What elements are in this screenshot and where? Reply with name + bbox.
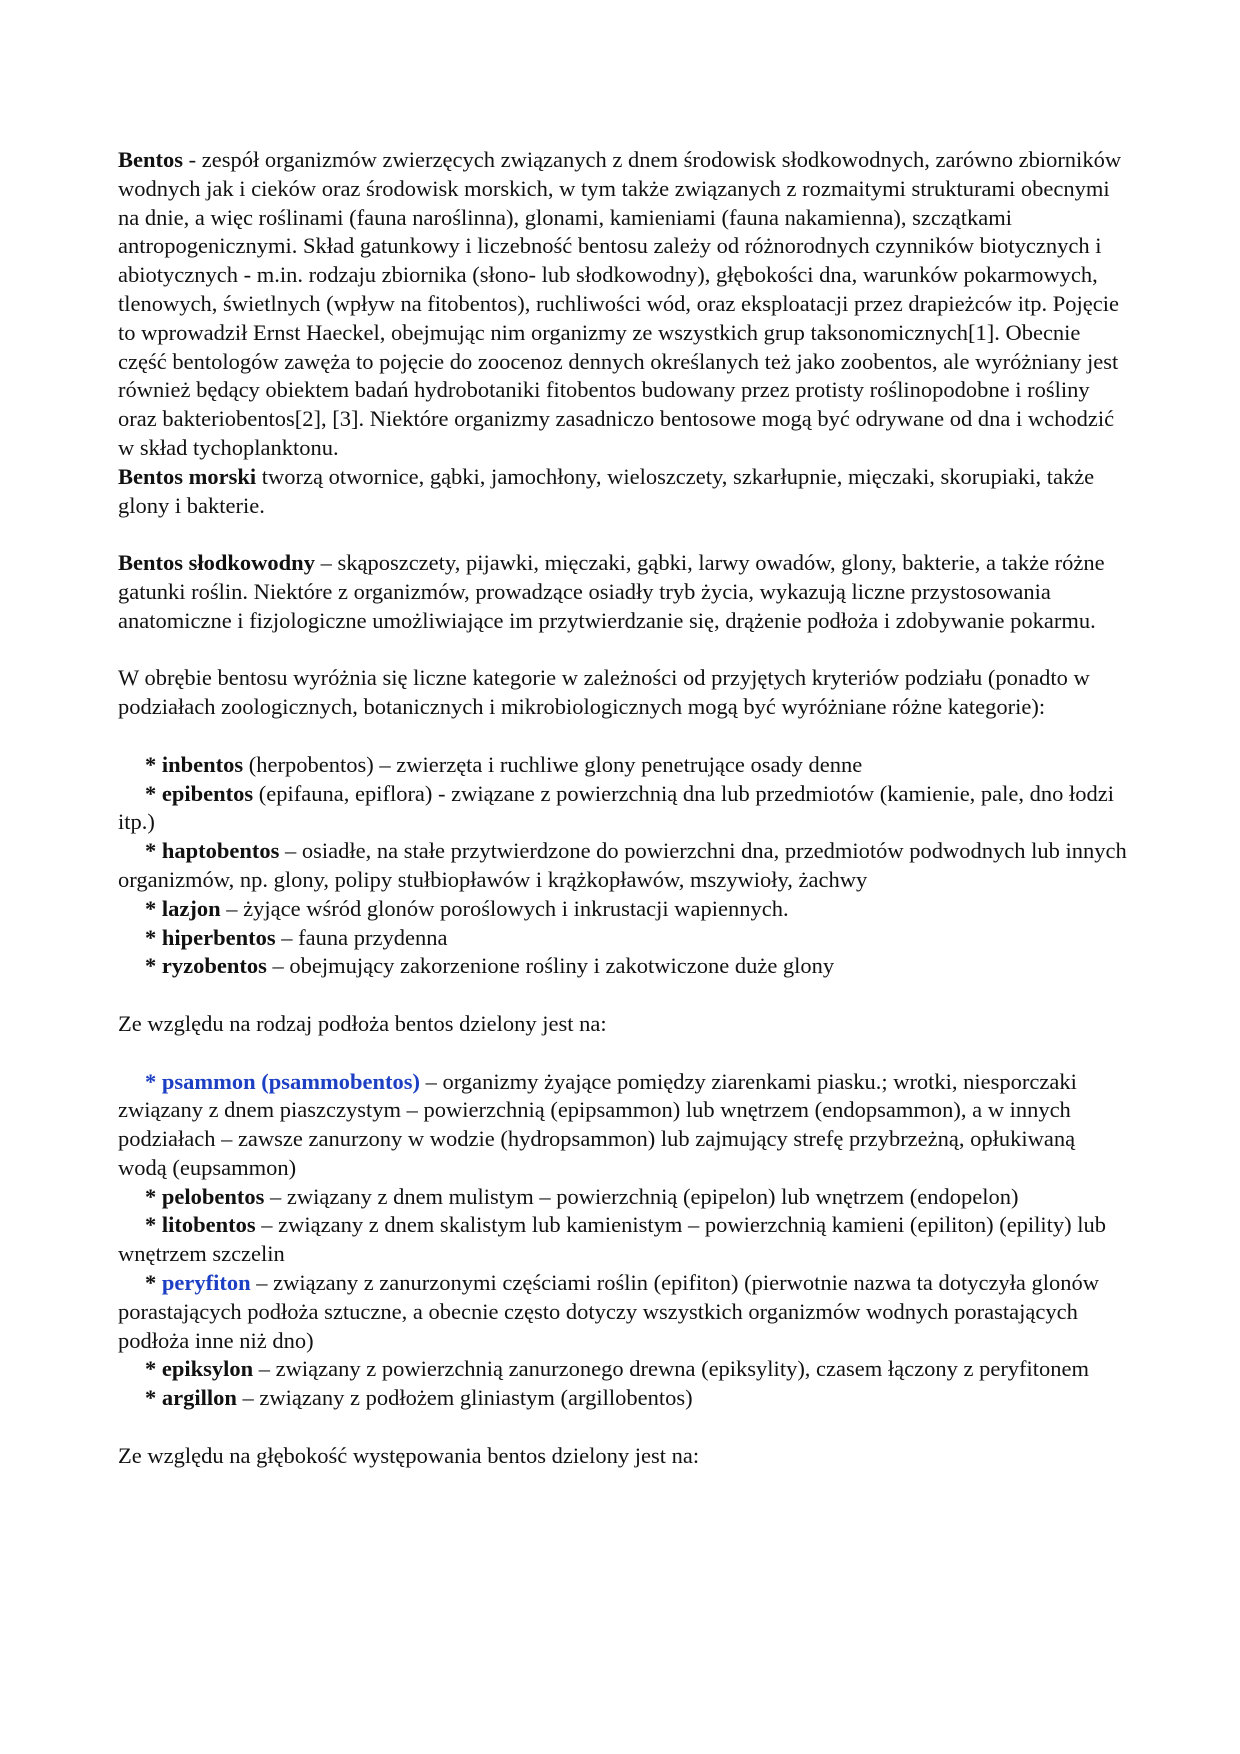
item-term: pelobentos bbox=[161, 1183, 265, 1209]
item-text: (epifauna, epiflora) - związane z powierzchnią dna lub przedmiotów (kamienie, pale, dno łodzi itp.) bbox=[118, 780, 1115, 835]
item-term: haptobentos bbox=[161, 838, 280, 864]
freshwater-paragraph bbox=[118, 549, 1128, 635]
item-text: – fauna przydenna bbox=[275, 924, 448, 950]
spacer bbox=[118, 1413, 1128, 1442]
item-term: epiksylon bbox=[161, 1356, 254, 1382]
bullet: * bbox=[145, 953, 157, 979]
item-term: litobentos bbox=[161, 1212, 256, 1238]
list-item bbox=[118, 1211, 1128, 1269]
marine-text: tworzą otwornice, gąbki, jamochłony, wieloszczety, szkarłupnie, mięczaki, skorupiaki, także glony i bakterie. bbox=[118, 463, 1095, 518]
bullet: * bbox=[145, 838, 157, 864]
intro-text: - zespół organizmów zwierzęcych związanych z dnem środowisk słodkowodnych, zarówno zbiorników wodnych jak i cieków oraz środowisk morskich, w tym także związanych z rozmaitymi strukturami obecnymi na dnie, a więc roślinami (fauna naroślinna), glonami, kamieniami (fauna nakamienna), szczątkami antropogenicznymi. Skład gatunkowy i liczebność bentosu zależy od różnorodnych czynników biotycznych i abiotycznych - m.in. rodzaju zbiornika (słono- lub słodkowodny), głębokości dna, warunków pokarmowych, tlenowych, świetlnych (wpływ na fitobentos), ruchliwości wód, oraz eksploatacji przez drapieżców itp. Pojęcie to wprowadził Ernst Haeckel, obejmując nim organizmy ze wszystkich grup taksonomicznych[1]. Obecnie część bentologów zawęża to pojęcie do zoocenoz dennych określanych też jako zoobentos, ale wyróżniany jest również będący obiektem badań hydrobotaniki fitobentos budowany przez protisty roślinopodobne i rośliny oraz bakteriobentos[2], [3]. Niektóre organizmy zasadniczo bentosowe mogą być odrywane od dna i wchodzić w skład tychoplanktonu. bbox=[118, 147, 1122, 460]
bullet: * bbox=[145, 1385, 157, 1411]
depth-intro: Ze względu na głębokość występowania bentos dzielony jest na: bbox=[118, 1442, 700, 1468]
bullet: * bbox=[145, 1212, 157, 1238]
bullet: * bbox=[145, 895, 157, 921]
spacer bbox=[118, 722, 1128, 751]
item-term-link[interactable]: psammon (psammobentos) bbox=[161, 1068, 421, 1094]
list-item bbox=[118, 1269, 1128, 1355]
list-item bbox=[118, 1355, 1128, 1384]
item-term: epibentos bbox=[161, 780, 254, 806]
item-text: – związany z podłożem gliniastym (argillobentos) bbox=[236, 1385, 693, 1411]
freshwater-text: – skąposzczety, pijawki, mięczaki, gąbki, larwy owadów, glony, bakterie, a także różne gatunki roślin. Niektóre z organizmów, prowadzące osiadły tryb życia, wykazują liczne przystosowania anatomiczne i fizjologiczne umożliwiające im przytwierdzanie się, drążenie podłoża i zdobywanie pokarmu. bbox=[118, 550, 1105, 633]
bullet: * bbox=[145, 1183, 157, 1209]
marine-paragraph bbox=[118, 463, 1128, 521]
intro-paragraph bbox=[118, 146, 1128, 463]
list-item bbox=[118, 1068, 1128, 1183]
bullet: * bbox=[145, 751, 157, 777]
bullet: * bbox=[145, 924, 157, 950]
item-text: – osiadłe, na stałe przytwierdzone do powierzchni dna, przedmiotów podwodnych lub innych organizmów, np. glony, polipy stułbiopławów i krążkopławów, mszywioły, żachwy bbox=[118, 838, 1127, 892]
spacer bbox=[118, 636, 1128, 665]
list-item bbox=[118, 895, 1128, 924]
list-item bbox=[118, 924, 1128, 953]
substrate-list bbox=[118, 1068, 1128, 1414]
document-page bbox=[118, 146, 1128, 1471]
marine-term: Bentos morski bbox=[118, 463, 257, 489]
bullet: * bbox=[145, 780, 157, 806]
item-term: hiperbentos bbox=[161, 924, 276, 950]
item-text: – związany z zanurzonymi częściami roślin (epifiton) (pierwotnie nazwa ta dotyczyła glonów porastających podłoża sztuczne, a obecnie często dotyczy wszystkich organizmów wodnych porastających podłoża inne niż dno) bbox=[118, 1270, 1100, 1353]
freshwater-term: Bentos słodkowodny bbox=[118, 550, 315, 576]
item-term: ryzobentos bbox=[161, 953, 267, 979]
list-item bbox=[118, 1384, 1128, 1413]
spacer bbox=[118, 1039, 1128, 1068]
item-term: lazjon bbox=[161, 895, 221, 921]
bullet: * bbox=[145, 1356, 157, 1382]
list-item bbox=[118, 1183, 1128, 1212]
item-text: – obejmujący zakorzenione rośliny i zakotwiczone duże glony bbox=[266, 953, 835, 979]
item-term: inbentos bbox=[161, 751, 244, 777]
item-term: argillon bbox=[161, 1385, 237, 1411]
item-text: – żyjące wśród glonów poroślowych i inkrustacji wapiennych. bbox=[220, 895, 789, 921]
item-text: (herpobentos) – zwierzęta i ruchliwe glony penetrujące osady denne bbox=[243, 751, 863, 777]
intro-term: Bentos bbox=[118, 147, 184, 172]
bullet: * bbox=[145, 1068, 157, 1094]
list-item bbox=[118, 837, 1128, 895]
item-text: – związany z powierzchnią zanurzonego drewna (epiksylity), czasem łączony z peryfitonem bbox=[253, 1356, 1090, 1382]
spacer bbox=[118, 520, 1128, 549]
substrate-intro: Ze względu na rodzaj podłoża bentos dzielony jest na: bbox=[118, 1010, 607, 1036]
list-item bbox=[118, 780, 1128, 838]
spacer bbox=[118, 981, 1128, 1010]
item-text: – organizmy żyające pomiędzy ziarenkami piasku.; wrotki, niesporczaki związany z dnem piaszczystym – powierzchnią (epipsammon) lub wnętrzem (endopsammon), a w innych podziałach – zawsze zanurzony w wodzie (hydropsammon) lub zajmujący strefę przybrzeżną, opłukiwaną wodą (eupsammon) bbox=[118, 1068, 1077, 1180]
item-text: – związany z dnem mulistym – powierzchnią (epipelon) lub wnętrzem (endopelon) bbox=[264, 1183, 1019, 1209]
item-term-link[interactable]: peryfiton bbox=[161, 1270, 251, 1296]
item-text: – związany z dnem skalistym lub kamienistym – powierzchnią kamieni (epiliton) (epility) lub wnętrzem szczelin bbox=[118, 1212, 1107, 1267]
bullet: * bbox=[145, 1270, 157, 1296]
categories-list bbox=[118, 751, 1128, 981]
categories-intro: W obrębie bentosu wyróżnia się liczne kategorie w zależności od przyjętych kryteriów podziału (ponadto w podziałach zoologicznych, botanicznych i mikrobiologicznych mogą być wyróżniane różne kategorie): bbox=[118, 665, 1090, 720]
list-item bbox=[118, 751, 1128, 780]
list-item bbox=[118, 952, 1128, 981]
